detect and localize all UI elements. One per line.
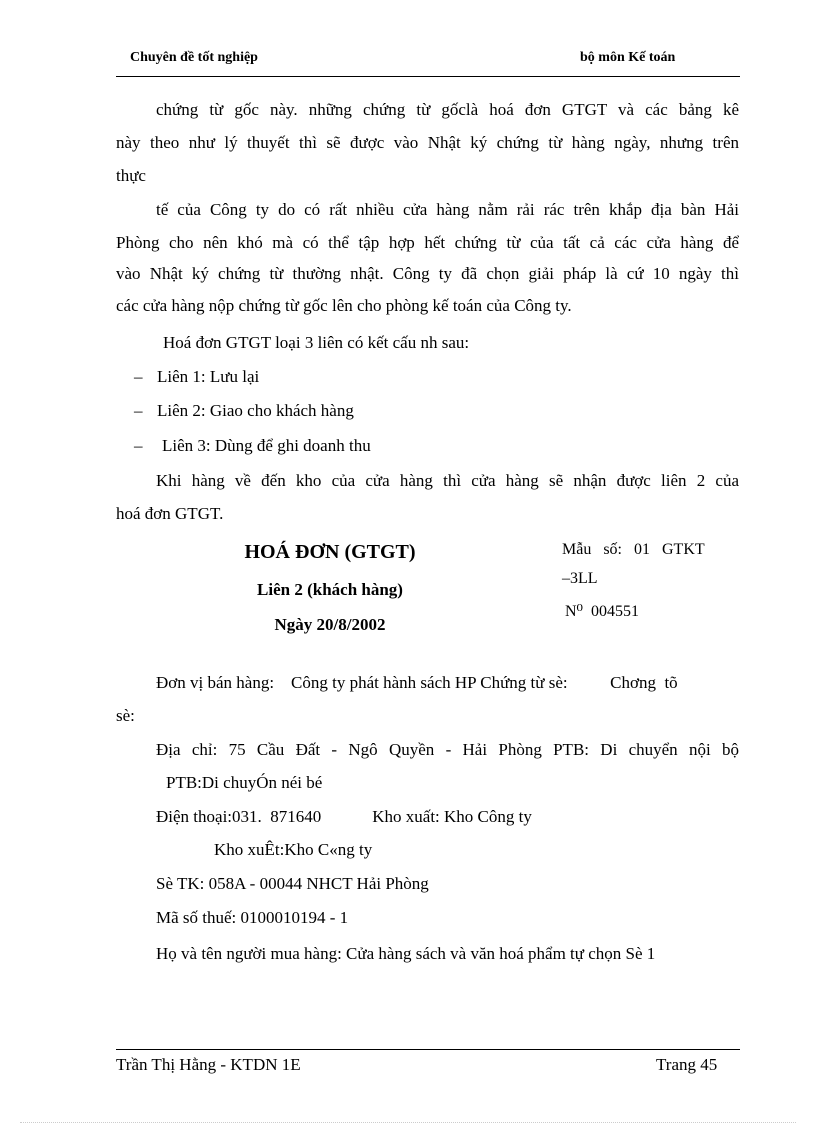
footer-right: Trang 45: [656, 1055, 718, 1074]
header-right: bộ môn Kế toán: [580, 50, 676, 65]
invoice-date: Ngày 20/8/2002: [274, 615, 386, 634]
para2-line4: các cửa hàng nộp chứng từ gốc lên cho phòng kế toán của Công ty.: [116, 296, 572, 315]
header-left: Chuyên đề tốt nghiệp: [130, 50, 258, 65]
invoice-title: HOÁ ĐƠN (GTGT): [244, 541, 416, 563]
phone-line: Điện thoại:031. 871640 Kho xuất: Kho Công ty: [156, 807, 532, 826]
para4-line2: hoá đơn GTGT.: [116, 504, 224, 523]
seller-line-cont: sè:: [116, 706, 135, 725]
account-line: Sè TK: 058A - 00044 NHCT Hải Phòng: [156, 874, 429, 893]
list-dash-1: –: [134, 367, 143, 386]
list-dash-3: –: [134, 436, 143, 455]
list-item-1: Liên 1: Lưu lại: [157, 367, 260, 386]
para3: Hoá đơn GTGT loại 3 liên có kết cấu nh sau:: [163, 333, 470, 352]
para2-line3: vào Nhật ký chứng từ thường nhật. Công ty đã chọn giải pháp là cứ 10 ngày thì: [116, 264, 739, 283]
invoice-copy: Liên 2 (khách hàng): [257, 580, 403, 599]
address-line: Địa chỉ: 75 Cầu Đất - Ngô Quyền - Hải Phòng PTB: Di chuyển nội bộ: [156, 740, 739, 759]
para4-line1: Khi hàng về đến kho của cửa hàng thì cửa hàng sẽ nhận được liên 2 của: [156, 471, 739, 490]
invoice-number: N⁰ 004551: [565, 603, 639, 620]
address-line-cont: PTB:Di chuyÓn néi bé: [166, 773, 323, 792]
para1-line1: chứng từ gốc này. những chứng từ gốclà hoá đơn GTGT và các bảng kê: [156, 100, 739, 119]
invoice-form-suffix: –3LL: [562, 570, 598, 587]
invoice-form: Mẫu số: 01 GTKT: [562, 541, 705, 558]
footer-left: Trần Thị Hằng - KTDN 1E: [116, 1055, 301, 1074]
buyer-line: Họ và tên người mua hàng: Cửa hàng sách và văn hoá phẩm tự chọn Sè 1: [156, 944, 656, 963]
tax-line: Mã số thuế: 0100010194 - 1: [156, 908, 349, 927]
warehouse-line: Kho xuÊt:Kho C«ng ty: [214, 840, 373, 859]
list-item-2: Liên 2: Giao cho khách hàng: [157, 401, 354, 420]
seller-line: Đơn vị bán hàng: Công ty phát hành sách HP Chứng từ sè: Chơng tõ: [156, 673, 678, 692]
header-rule: [116, 76, 740, 77]
footer-rule: [116, 1049, 740, 1050]
list-dash-2: –: [134, 401, 143, 420]
para1-line2: này theo như lý thuyết thì sẽ được vào Nhật ký chứng từ hàng ngày, nhưng trên: [116, 133, 739, 152]
para2-line1: tế của Công ty do có rất nhiều cửa hàng nằm rải rác trên khắp địa bàn Hải: [156, 200, 739, 219]
para1-line3: thực: [116, 166, 146, 185]
para2-line2: Phòng cho nên khó mà có thể tập hợp hết chứng từ của tất cả các cửa hàng để: [116, 233, 739, 252]
list-item-3: Liên 3: Dùng để ghi doanh thu: [162, 436, 371, 455]
